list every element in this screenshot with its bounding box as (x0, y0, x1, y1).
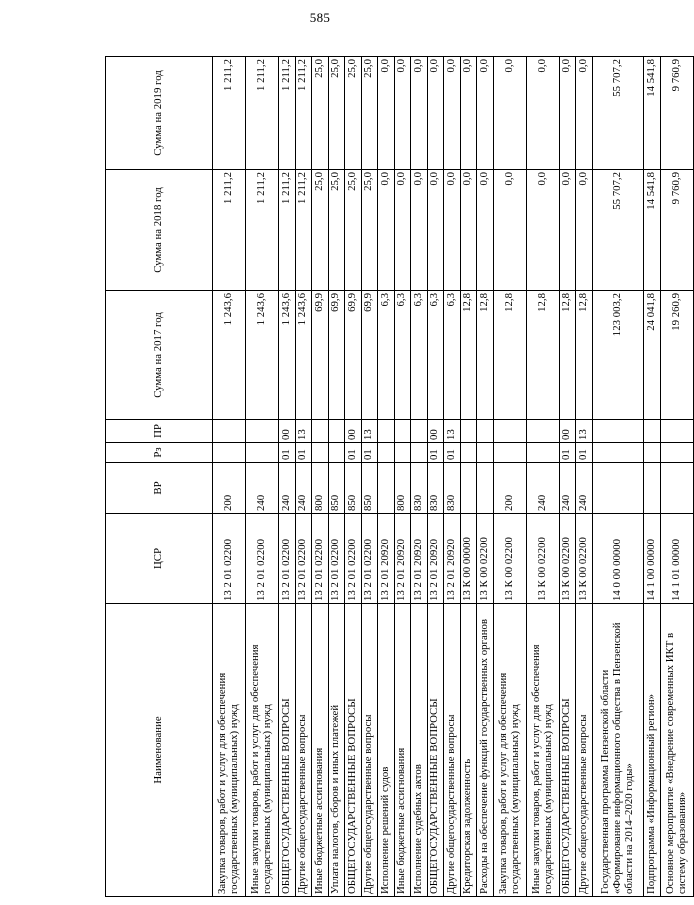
cell-sum-2019: 1 211,2 (295, 57, 312, 170)
cell-sum-2017: 12,8 (493, 291, 526, 420)
cell-pr (592, 420, 644, 443)
cell-csr: 13 2 01 20920 (444, 514, 461, 604)
cell-name: Иные бюджетные ассигнования (312, 604, 329, 897)
cell-sum-2017: 1 243,6 (279, 291, 296, 420)
cell-sum-2018: 0,0 (576, 170, 593, 291)
cell-pr (460, 420, 477, 443)
cell-rz (644, 443, 661, 463)
cell-rz (526, 443, 559, 463)
cell-pr: 00 (279, 420, 296, 443)
rotated-table-container (105, 57, 694, 897)
cell-sum-2018: 0,0 (559, 170, 576, 291)
cell-sum-2019: 0,0 (493, 57, 526, 170)
table-row (378, 57, 395, 897)
cell-sum-2019: 0,0 (576, 57, 593, 170)
cell-sum-2018: 14 541,8 (644, 170, 661, 291)
table-row (592, 57, 644, 897)
cell-csr: 13 К 00 02200 (526, 514, 559, 604)
cell-pr (328, 420, 345, 443)
cell-sum-2018: 1 211,2 (279, 170, 296, 291)
cell-csr: 13 К 00 02200 (559, 514, 576, 604)
cell-sum-2018: 1 211,2 (213, 170, 246, 291)
cell-sum-2019: 14 541,8 (644, 57, 661, 170)
cell-sum-2018: 55 707,2 (592, 170, 644, 291)
cell-csr: 13 2 01 02200 (312, 514, 329, 604)
cell-rz (660, 443, 693, 463)
cell-sum-2019: 25,0 (361, 57, 378, 170)
cell-sum-2019: 25,0 (328, 57, 345, 170)
cell-sum-2019: 1 211,2 (246, 57, 279, 170)
cell-sum-2019: 0,0 (460, 57, 477, 170)
cell-pr (246, 420, 279, 443)
cell-vr (644, 463, 661, 514)
cell-csr: 13 2 01 02200 (279, 514, 296, 604)
cell-pr (644, 420, 661, 443)
table-body (213, 57, 694, 897)
cell-name: Другие общегосударственные вопросы (361, 604, 378, 897)
cell-sum-2018: 0,0 (378, 170, 395, 291)
cell-sum-2017: 19 260,9 (660, 291, 693, 420)
cell-vr: 240 (295, 463, 312, 514)
cell-name: ОБЩЕГОСУДАРСТВЕННЫЕ ВОПРОСЫ (345, 604, 362, 897)
header-sum-2019: Сумма на 2019 год (106, 57, 213, 170)
cell-rz: 01 (427, 443, 444, 463)
table-row (660, 57, 693, 897)
cell-csr: 13 К 00 02200 (493, 514, 526, 604)
cell-sum-2019: 25,0 (345, 57, 362, 170)
cell-sum-2019: 0,0 (394, 57, 411, 170)
cell-sum-2018: 0,0 (427, 170, 444, 291)
cell-vr: 830 (444, 463, 461, 514)
cell-rz: 01 (361, 443, 378, 463)
table-row (493, 57, 526, 897)
cell-name: Другие общегосударственные вопросы (444, 604, 461, 897)
cell-name: ОБЩЕГОСУДАРСТВЕННЫЕ ВОПРОСЫ (427, 604, 444, 897)
cell-name: Кредиторская задолженность (460, 604, 477, 897)
cell-sum-2018: 0,0 (526, 170, 559, 291)
cell-name: Государственная программа Пензенской области «Формирование информационного общества в Пензенской области на 2014–2020 годы» (592, 604, 644, 897)
cell-sum-2017: 6,3 (427, 291, 444, 420)
cell-rz (592, 443, 644, 463)
cell-vr: 240 (559, 463, 576, 514)
cell-sum-2019: 0,0 (378, 57, 395, 170)
table-header-row (106, 57, 213, 897)
cell-name: Иные закупки товаров, работ и услуг для обеспечения государственных (муниципальных) нужд (526, 604, 559, 897)
table-row (361, 57, 378, 897)
cell-pr: 00 (345, 420, 362, 443)
cell-sum-2017: 69,9 (345, 291, 362, 420)
cell-name: Уплата налогов, сборов и иных платежей (328, 604, 345, 897)
header-pr: ПР (106, 420, 213, 443)
cell-vr: 200 (493, 463, 526, 514)
cell-sum-2018: 1 211,2 (246, 170, 279, 291)
cell-name: Иные бюджетные ассигнования (394, 604, 411, 897)
cell-rz (394, 443, 411, 463)
cell-sum-2017: 69,9 (361, 291, 378, 420)
table-row (213, 57, 246, 897)
cell-pr (493, 420, 526, 443)
cell-vr: 850 (345, 463, 362, 514)
cell-sum-2017: 6,3 (378, 291, 395, 420)
table-row (444, 57, 461, 897)
cell-sum-2017: 6,3 (394, 291, 411, 420)
cell-sum-2019: 9 760,9 (660, 57, 693, 170)
cell-pr: 13 (444, 420, 461, 443)
cell-csr: 13 2 01 20920 (427, 514, 444, 604)
cell-rz (411, 443, 428, 463)
cell-csr: 14 1 01 00000 (660, 514, 693, 604)
cell-name: Исполнение решений судов (378, 604, 395, 897)
cell-pr: 13 (361, 420, 378, 443)
cell-csr: 13 К 00 00000 (460, 514, 477, 604)
cell-sum-2018: 0,0 (493, 170, 526, 291)
cell-csr: 13 2 01 20920 (378, 514, 395, 604)
cell-sum-2018: 25,0 (345, 170, 362, 291)
cell-name: Закупка товаров, работ и услуг для обеспечения государственных (муниципальных) нужд (213, 604, 246, 897)
cell-rz (493, 443, 526, 463)
cell-name: ОБЩЕГОСУДАРСТВЕННЫЕ ВОПРОСЫ (559, 604, 576, 897)
cell-csr: 13 2 01 02200 (295, 514, 312, 604)
cell-sum-2018: 0,0 (394, 170, 411, 291)
table-row (328, 57, 345, 897)
cell-sum-2018: 0,0 (477, 170, 494, 291)
cell-sum-2017: 12,8 (559, 291, 576, 420)
cell-vr (460, 463, 477, 514)
header-sum-2018: Сумма на 2018 год (106, 170, 213, 291)
cell-pr (526, 420, 559, 443)
cell-sum-2019: 1 211,2 (279, 57, 296, 170)
cell-sum-2019: 1 211,2 (213, 57, 246, 170)
cell-vr: 240 (576, 463, 593, 514)
page-number: 585 (309, 10, 331, 25)
table-row (427, 57, 444, 897)
cell-name: Исполнение судебных актов (411, 604, 428, 897)
cell-sum-2019: 0,0 (526, 57, 559, 170)
cell-vr: 830 (411, 463, 428, 514)
table-row (411, 57, 428, 897)
cell-vr (592, 463, 644, 514)
cell-sum-2017: 12,8 (477, 291, 494, 420)
cell-sum-2018: 25,0 (361, 170, 378, 291)
cell-sum-2019: 55 707,2 (592, 57, 644, 170)
cell-vr (378, 463, 395, 514)
cell-csr: 14 0 00 00000 (592, 514, 644, 604)
cell-sum-2018: 25,0 (312, 170, 329, 291)
cell-vr (660, 463, 693, 514)
cell-name: Иные закупки товаров, работ и услуг для обеспечения государственных (муниципальных) нужд (246, 604, 279, 897)
header-rz: Рз (106, 443, 213, 463)
cell-csr: 13 К 00 02200 (477, 514, 494, 604)
header-sum-2017: Сумма на 2017 год (106, 291, 213, 420)
header-csr: ЦСР (106, 514, 213, 604)
cell-csr: 13 2 01 02200 (246, 514, 279, 604)
cell-rz (213, 443, 246, 463)
cell-sum-2019: 0,0 (427, 57, 444, 170)
cell-name: Закупка товаров, работ и услуг для обеспечения государственных (муниципальных) нужд (493, 604, 526, 897)
cell-sum-2018: 0,0 (460, 170, 477, 291)
cell-pr (312, 420, 329, 443)
cell-sum-2017: 6,3 (411, 291, 428, 420)
cell-sum-2018: 0,0 (411, 170, 428, 291)
cell-vr: 200 (213, 463, 246, 514)
cell-sum-2019: 0,0 (444, 57, 461, 170)
cell-rz: 01 (295, 443, 312, 463)
cell-rz: 01 (559, 443, 576, 463)
budget-table (105, 56, 694, 897)
cell-sum-2019: 0,0 (477, 57, 494, 170)
cell-vr (477, 463, 494, 514)
cell-csr: 13 2 01 20920 (394, 514, 411, 604)
cell-vr: 800 (394, 463, 411, 514)
table-row (477, 57, 494, 897)
cell-csr: 14 1 00 00000 (644, 514, 661, 604)
cell-name: Расходы на обеспечение функций государственных органов (477, 604, 494, 897)
cell-sum-2019: 0,0 (411, 57, 428, 170)
cell-sum-2019: 0,0 (559, 57, 576, 170)
cell-rz: 01 (444, 443, 461, 463)
cell-pr (394, 420, 411, 443)
table-row (644, 57, 661, 897)
cell-rz (246, 443, 279, 463)
table-row (345, 57, 362, 897)
table-row (460, 57, 477, 897)
cell-rz (328, 443, 345, 463)
cell-rz: 01 (279, 443, 296, 463)
cell-csr: 13 2 01 02200 (345, 514, 362, 604)
table-row (526, 57, 559, 897)
cell-pr (477, 420, 494, 443)
cell-name: Подпрограмма «Информационный регион» (644, 604, 661, 897)
cell-vr: 850 (361, 463, 378, 514)
cell-rz (378, 443, 395, 463)
cell-rz (460, 443, 477, 463)
cell-csr: 13 2 01 02200 (328, 514, 345, 604)
cell-sum-2019: 25,0 (312, 57, 329, 170)
cell-rz: 01 (345, 443, 362, 463)
table-row (279, 57, 296, 897)
cell-name: Другие общегосударственные вопросы (295, 604, 312, 897)
cell-sum-2017: 69,9 (328, 291, 345, 420)
cell-pr: 00 (427, 420, 444, 443)
cell-vr: 240 (279, 463, 296, 514)
cell-rz (477, 443, 494, 463)
cell-sum-2018: 9 760,9 (660, 170, 693, 291)
cell-sum-2017: 123 003,2 (592, 291, 644, 420)
table-row (559, 57, 576, 897)
cell-sum-2017: 69,9 (312, 291, 329, 420)
cell-csr: 13 К 00 02200 (576, 514, 593, 604)
cell-sum-2017: 1 243,6 (295, 291, 312, 420)
cell-vr: 240 (526, 463, 559, 514)
header-vr: ВР (106, 463, 213, 514)
table-row (246, 57, 279, 897)
cell-rz: 01 (576, 443, 593, 463)
table-row (576, 57, 593, 897)
cell-sum-2017: 12,8 (460, 291, 477, 420)
cell-vr: 830 (427, 463, 444, 514)
table-row (394, 57, 411, 897)
table-row (312, 57, 329, 897)
cell-sum-2017: 1 243,6 (213, 291, 246, 420)
cell-pr (378, 420, 395, 443)
cell-sum-2018: 25,0 (328, 170, 345, 291)
cell-csr: 13 2 01 02200 (361, 514, 378, 604)
cell-pr: 00 (559, 420, 576, 443)
cell-sum-2017: 1 243,6 (246, 291, 279, 420)
cell-rz (312, 443, 329, 463)
cell-pr: 13 (576, 420, 593, 443)
cell-name: ОБЩЕГОСУДАРСТВЕННЫЕ ВОПРОСЫ (279, 604, 296, 897)
cell-sum-2017: 12,8 (526, 291, 559, 420)
cell-pr (660, 420, 693, 443)
cell-sum-2018: 0,0 (444, 170, 461, 291)
header-name: Наименование (106, 604, 213, 897)
cell-vr: 240 (246, 463, 279, 514)
table-row (295, 57, 312, 897)
cell-sum-2018: 1 211,2 (295, 170, 312, 291)
cell-name: Основное мероприятие «Внедрение современных ИКТ в систему образования» (660, 604, 693, 897)
cell-csr: 13 2 01 02200 (213, 514, 246, 604)
cell-pr (411, 420, 428, 443)
cell-vr: 800 (312, 463, 329, 514)
cell-pr: 13 (295, 420, 312, 443)
cell-sum-2017: 6,3 (444, 291, 461, 420)
cell-sum-2017: 24 041,8 (644, 291, 661, 420)
cell-pr (213, 420, 246, 443)
cell-vr: 850 (328, 463, 345, 514)
cell-name: Другие общегосударственные вопросы (576, 604, 593, 897)
cell-csr: 13 2 01 20920 (411, 514, 428, 604)
cell-sum-2017: 12,8 (576, 291, 593, 420)
